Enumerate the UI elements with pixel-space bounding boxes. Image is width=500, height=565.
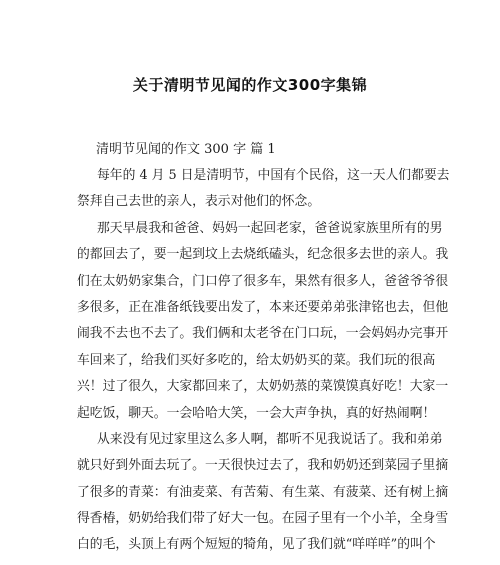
text-line: 那天早晨我和爸爸、妈妈一起回老家，爸爸说家族里所有的男 bbox=[97, 220, 443, 236]
text-line: 闹我不去也不去了。我们俩和太老爷在门口玩，一会妈妈办完事开 bbox=[77, 326, 449, 342]
document-title: 关于清明节见闻的作文300字集锦 bbox=[132, 76, 368, 94]
text-line: 们在太奶奶家集合，门口停了很多车，果然有很多人，爸爸爷爷很 bbox=[77, 273, 449, 289]
text-line: 了很多的青菜：有油麦菜、有苦菊、有生菜、有菠菜、还有树上摘 bbox=[77, 484, 449, 500]
text-line: 车回来了，给我们买好多吃的，给太奶奶买的菜。我们玩的很高 bbox=[77, 352, 436, 368]
text-line: 兴！过了很久，大家都回来了，太奶奶蒸的菜馍馍真好吃！大家一 bbox=[77, 379, 449, 395]
text-line: 就只好到外面去玩了。一天很快过去了，我和奶奶还到菜园子里摘 bbox=[77, 458, 449, 474]
body-text bbox=[77, 163, 450, 559]
section-heading: 清明节见闻的作文 300 字 篇 1 bbox=[96, 142, 276, 157]
text-line: 起吃饭，聊天。一会哈哈大笑，一会大声争执，真的好热闹啊！ bbox=[77, 405, 436, 421]
text-line: 祭拜自己去世的亲人，表示对他们的怀念。 bbox=[77, 194, 321, 210]
text-line: 白的毛，头顶上有两个短短的犄角，见了我们就“咩咩咩”的叫个 bbox=[77, 537, 436, 553]
text-line: 得香椿，奶奶给我们带了好大一包。在园子里有一个小羊，全身雪 bbox=[77, 511, 449, 527]
text-line: 的都回去了，要一起到坟上去烧纸磕头，纪念很多去世的亲人。我 bbox=[77, 247, 449, 263]
text-line: 从来没有见过家里这么多人啊，都听不见我说话了。我和弟弟 bbox=[97, 431, 443, 447]
text-line: 多很多，正在准备纸钱要出发了，本来还要弟弟张津铭也去，但他 bbox=[77, 299, 449, 315]
text-line: 每年的 4 月 5 日是清明节，中国有个民俗，这一天人们都要去 bbox=[97, 168, 450, 183]
